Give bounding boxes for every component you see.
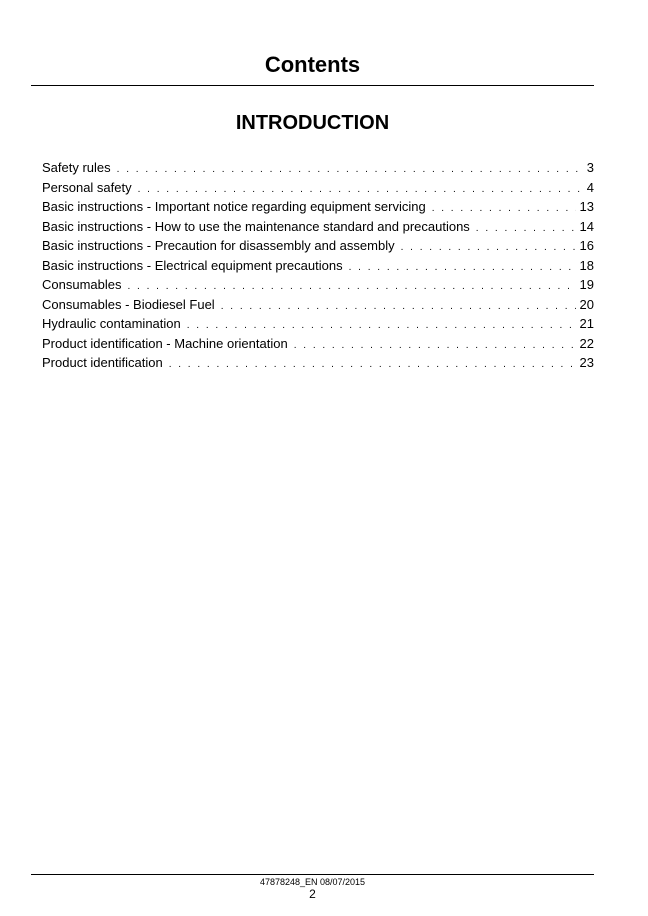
toc-entry[interactable] [42, 353, 594, 373]
toc-entry-page: 23 [579, 355, 594, 370]
toc-entry-label: Personal safety [42, 179, 132, 195]
toc-entry-label: Hydraulic contamination [42, 316, 181, 331]
footer-page-number: 2 [309, 887, 316, 901]
section-heading: INTRODUCTION [235, 112, 390, 134]
footer-document-reference: 47878248_EN 08/07/2015 [259, 877, 366, 887]
toc-dot-leader [117, 160, 583, 180]
toc-entry[interactable] [42, 314, 594, 334]
toc-entry-label: Safety rules [42, 160, 111, 175]
toc-entry-page: 4 [586, 179, 594, 195]
toc-entry-page: 19 [579, 277, 594, 292]
toc-entry[interactable] [42, 275, 594, 295]
toc-entry-page: 14 [579, 218, 594, 234]
toc-entry-page: 16 [579, 238, 594, 253]
toc-entry-label: Consumables [42, 277, 122, 292]
toc-entry[interactable] [42, 158, 594, 178]
toc-dot-leader [349, 258, 576, 278]
toc-dot-leader [476, 219, 576, 239]
toc-entry-page: 20 [579, 296, 594, 312]
toc-entry[interactable] [42, 334, 594, 354]
toc-entry-page: 21 [579, 316, 594, 331]
toc-entry-label: Basic instructions - How to use the maintenance standard and precautions [42, 218, 470, 234]
toc-entry-page: 22 [579, 335, 594, 351]
toc-entry-label: Product identification - Machine orientation [42, 335, 288, 351]
toc-dot-leader [401, 238, 576, 258]
toc-entry[interactable] [42, 197, 594, 217]
footer-divider [31, 874, 594, 875]
table-of-contents [42, 158, 594, 373]
toc-entry[interactable] [42, 256, 594, 276]
toc-entry[interactable] [42, 178, 594, 198]
toc-dot-leader [221, 297, 576, 317]
toc-entry-label: Basic instructions - Electrical equipment precautions [42, 257, 343, 273]
toc-entry-label: Basic instructions - Precaution for disassembly and assembly [42, 238, 395, 253]
toc-dot-leader [169, 355, 576, 375]
toc-entry[interactable] [42, 217, 594, 237]
toc-entry-label: Product identification [42, 355, 163, 370]
toc-entry-label: Basic instructions - Important notice regarding equipment servicing [42, 199, 426, 214]
toc-entry[interactable] [42, 236, 594, 256]
toc-entry-label: Consumables - Biodiesel Fuel [42, 296, 215, 312]
toc-entry-page: 18 [579, 257, 594, 273]
title-divider [31, 85, 594, 86]
toc-entry-page: 3 [586, 160, 594, 175]
page-title: Contents [264, 52, 361, 77]
toc-entry-page: 13 [579, 199, 594, 214]
toc-dot-leader [294, 336, 576, 356]
toc-entry[interactable] [42, 295, 594, 315]
